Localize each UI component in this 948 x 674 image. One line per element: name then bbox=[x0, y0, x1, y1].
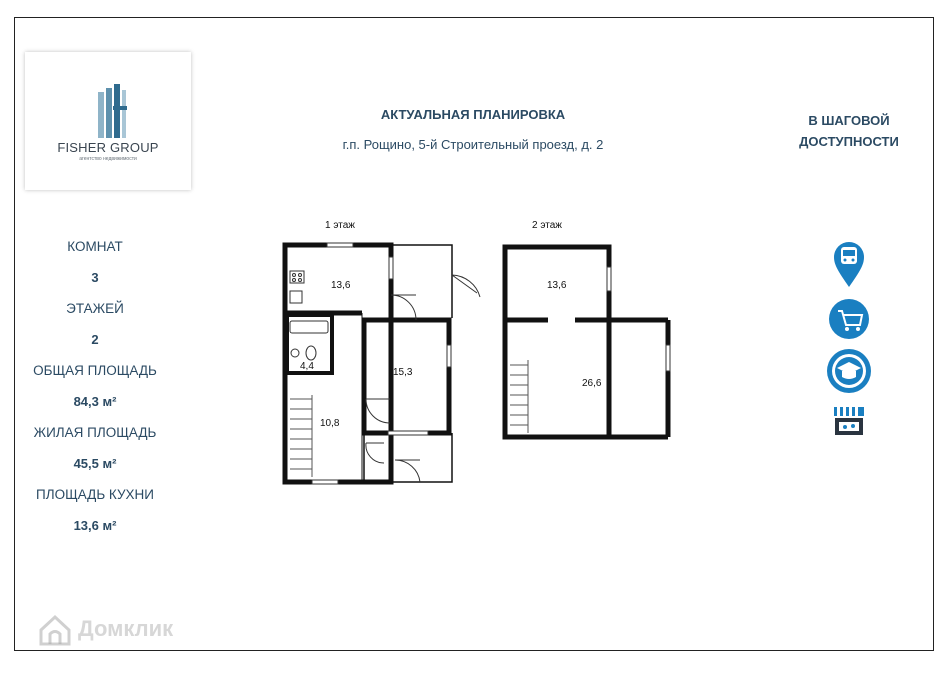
stat-label-rooms: КОМНАТ bbox=[67, 239, 123, 254]
watermark-text: Домклик bbox=[78, 616, 174, 641]
stat-value-living-area: 45,5 м² bbox=[73, 456, 117, 471]
stat-label-floors: ЭТАЖЕЙ bbox=[66, 301, 124, 316]
store-icon bbox=[834, 407, 864, 435]
stat-label-total-area: ОБЩАЯ ПЛОЩАДЬ bbox=[33, 363, 157, 378]
school-graduation-icon bbox=[827, 349, 871, 393]
shopping-cart-icon bbox=[829, 299, 869, 339]
floor2-room-2-area: 26,6 bbox=[582, 378, 602, 389]
floor1-label: 1 этаж bbox=[325, 220, 355, 231]
walking-line-1: В ШАГОВОЙ bbox=[808, 113, 890, 128]
walking-distance-heading bbox=[775, 110, 923, 152]
floor2-label: 2 этаж bbox=[532, 220, 562, 231]
logo-subtitle: агентство недвижимости bbox=[79, 156, 137, 162]
walking-line-2: ДОСТУПНОСТИ bbox=[799, 134, 899, 149]
floor1-room-kitchen-area: 13,6 bbox=[331, 280, 351, 291]
stat-value-floors: 2 bbox=[91, 332, 99, 347]
floor2-walls bbox=[505, 247, 668, 437]
address: г.п. Рощино, 5-й Строительный проезд, д. 2 bbox=[342, 137, 604, 152]
floor2-details bbox=[510, 267, 670, 433]
floor2-room-1-area: 13,6 bbox=[547, 280, 567, 291]
page-title: АКТУАЛЬНАЯ ПЛАНИРОВКА bbox=[380, 107, 566, 122]
floor1-room-bathroom-area: 4,4 bbox=[300, 361, 314, 372]
stat-label-living-area: ЖИЛАЯ ПЛОЩАДЬ bbox=[33, 425, 157, 440]
logo-building-icon bbox=[25, 52, 191, 190]
stat-value-total-area: 84,3 м² bbox=[73, 394, 117, 409]
stat-label-kitchen-area: ПЛОЩАДЬ КУХНИ bbox=[36, 487, 154, 502]
stat-value-kitchen-area: 13,6 м² bbox=[73, 518, 117, 533]
floor1-room-living-area: 15,3 bbox=[393, 367, 413, 378]
floor-plan bbox=[270, 205, 690, 495]
stat-value-rooms: 3 bbox=[91, 270, 99, 285]
company-logo bbox=[25, 52, 191, 190]
amenities bbox=[820, 235, 880, 445]
logo-name: FISHER GROUP bbox=[57, 140, 159, 155]
watermark-house-icon bbox=[37, 612, 73, 648]
floor1-room-hall-area: 10,8 bbox=[320, 418, 340, 429]
bus-stop-icon bbox=[834, 242, 864, 287]
property-stats bbox=[20, 233, 170, 543]
